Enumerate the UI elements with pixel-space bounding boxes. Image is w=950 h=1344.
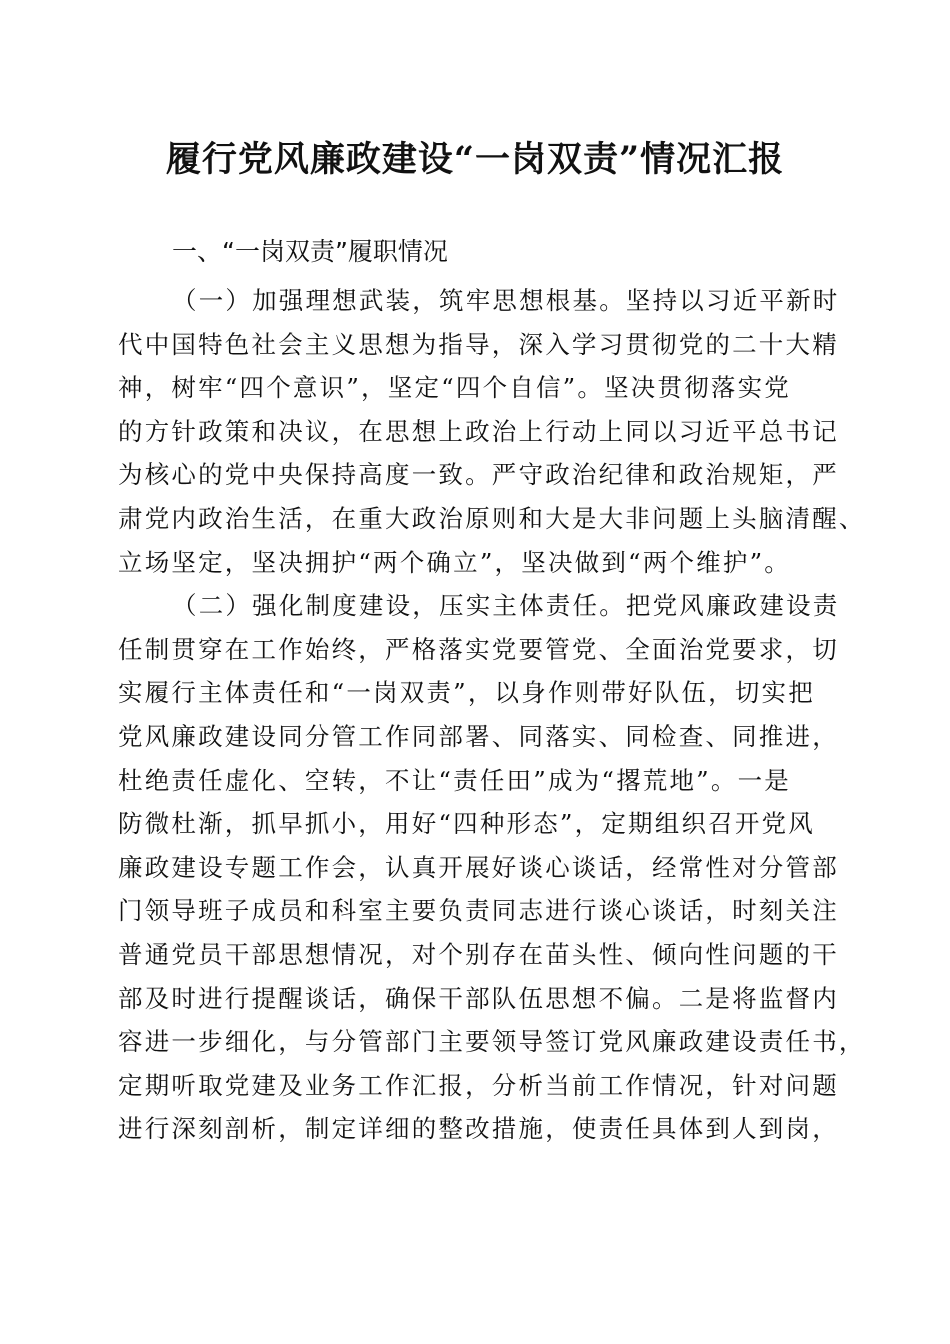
paragraph-line: 部及时进行提醒谈话，确保干部队伍思想不偏。二是将监督内	[118, 983, 839, 1013]
paragraph-line: 代中国特色社会主义思想为指导，深入学习贯彻党的二十大精	[118, 329, 839, 359]
paragraph-line: 进行深刻剖析，制定详细的整改措施，使责任具体到人到岗，	[118, 1114, 839, 1144]
paragraph-line: 定期听取党建及业务工作汇报，分析当前工作情况，针对问题	[118, 1070, 839, 1100]
paragraph-line: 立场坚定，坚决拥护“两个确立”，坚决做到“两个维护”。	[118, 547, 791, 577]
paragraph-line: （一）加强理想武装，筑牢思想根基。坚持以习近平新时	[172, 286, 840, 315]
document-title: 履行党风廉政建设“一岗双责”情况汇报	[165, 139, 785, 180]
paragraph-line: 肃党内政治生活，在重大政治原则和大是大非问题上头脑清醒、	[118, 503, 866, 533]
paragraph-line: 门领导班子成员和科室主要负责同志进行谈心谈话，时刻关注	[118, 896, 839, 926]
paragraph-line: 任制贯穿在工作始终，严格落实党要管党、全面治党要求，切	[118, 634, 839, 664]
paragraph-line: 实履行主体责任和“一岗双责”，以身作则带好队伍，切实把	[118, 678, 815, 708]
paragraph-line: 杜绝责任虚化、空转，不让“责任田”成为“撂荒地”。一是	[118, 765, 791, 795]
paragraph-line: 为核心的党中央保持高度一致。严守政治纪律和政治规矩，严	[118, 460, 839, 490]
paragraph-line: 党风廉政建设同分管工作同部署、同落实、同检查、同推进，	[118, 721, 839, 751]
paragraph-line: 廉政建设专题工作会，认真开展好谈心谈话，经常性对分管部	[118, 852, 839, 882]
paragraph-line: 的方针政策和决议，在思想上政治上行动上同以习近平总书记	[118, 416, 839, 446]
paragraph-line: 神，树牢“四个意识”，坚定“四个自信”。坚决贯彻落实党	[118, 373, 791, 403]
paragraph-line: 防微杜渐，抓早抓小，用好“四种形态”，定期组织召开党风	[118, 809, 815, 839]
paragraph-line: 普通党员干部思想情况，对个别存在苗头性、倾向性问题的干	[118, 939, 839, 969]
paragraph-line: （二）强化制度建设，压实主体责任。把党风廉政建设责	[172, 591, 840, 621]
paragraph-line: 容进一步细化，与分管部门主要领导签订党风廉政建设责任书，	[118, 1027, 866, 1057]
section-heading: 一、“一岗双责”履职情况	[172, 237, 448, 266]
document-body	[118, 279, 866, 1151]
